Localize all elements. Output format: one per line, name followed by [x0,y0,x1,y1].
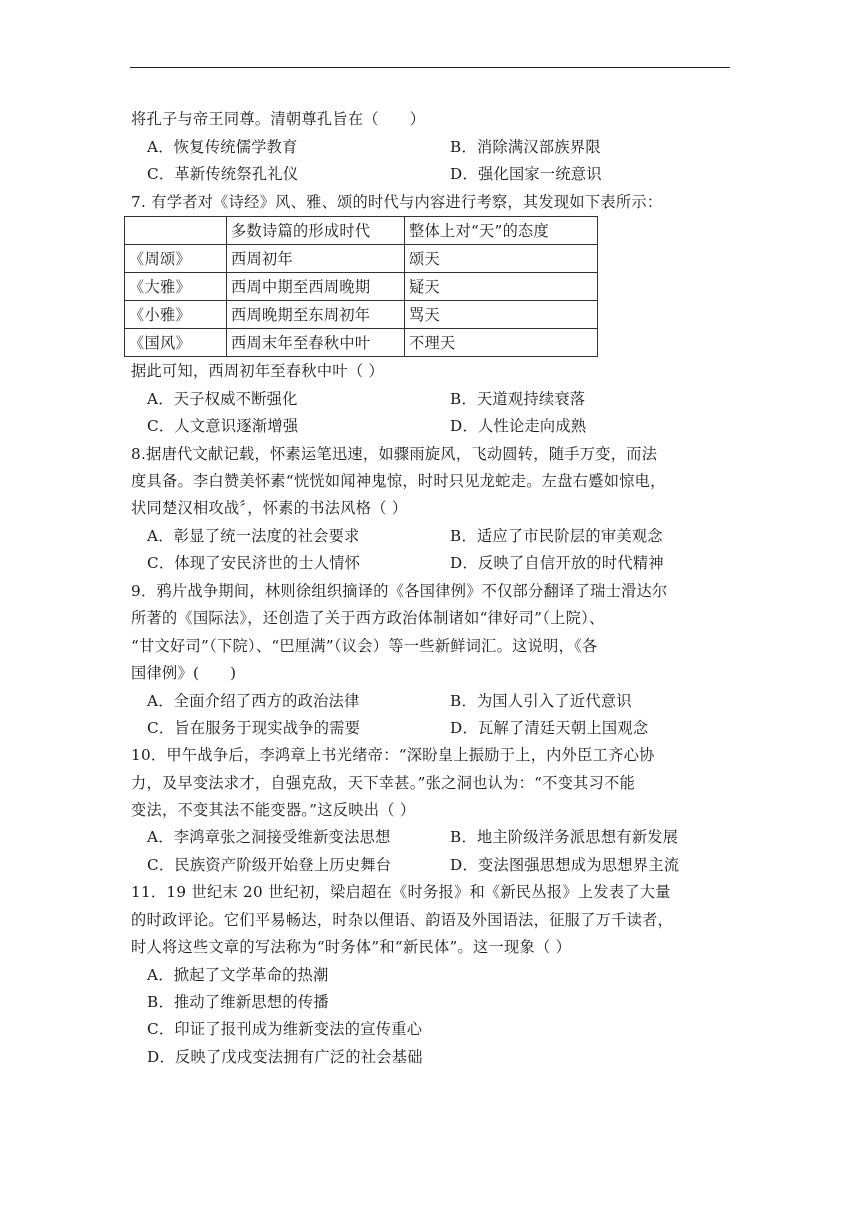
table-cell: 西周晚期至东周初年 [227,301,405,329]
q10-option-c: C．民族资产阶级开始登上历史舞台 [147,856,392,874]
table-header-cell: 多数诗篇的形成时代 [227,217,405,245]
q10-stem-line: 力，及早变法求才，自强克敌，天下幸甚。”张之洞也认为：“不变其习不能 [131,774,636,792]
table-row [125,301,598,329]
q11-option-c: C．印证了报刊成为维新变法的宣传重心 [147,1020,423,1038]
q8-stem-line: 度具备。李白赞美怀素“恍恍如闻神鬼惊，时时只见龙蛇走。左盘右蹙如惊电， [131,472,666,490]
q11-stem-line: 的时政评论。它们平易畅达，时杂以俚语、韵语及外国语法，征服了万千读者， [131,911,674,929]
q7-question: 据此可知，西周初年至春秋中叶（ ） [131,362,384,380]
q9-stem-line: 国律例》( ) [131,664,237,682]
table-cell: 骂天 [405,301,598,329]
q9-stem-line: 所著的《国际法》，还创造了关于西方政治体制诸如“律好司”（上院）、 [131,609,605,627]
table-cell: 不理天 [405,329,598,357]
q7-stem: 7. 有学者对《诗经》风、雅、颂的时代与内容进行考察，其发现如下表所示： [131,193,663,211]
q8-stem-line: 状同楚汉相攻战〞，怀素的书法风格（ ） [131,499,408,517]
table-cell: 《大雅》 [125,273,227,301]
q7-option-b: B．天道观持续衰落 [450,390,586,408]
q11-option-b: B．推动了维新思想的传播 [147,993,329,1011]
table-header-cell [125,217,227,245]
table-header-row [125,217,598,245]
table-row [125,329,598,357]
q6-option-a: A．恢复传统儒学教育 [147,138,298,156]
q8-option-b: B．适应了市民阶层的审美观念 [450,527,663,545]
q9-option-c: C．旨在服务于现实战争的需要 [147,719,361,737]
q7-option-d: D．人性论走向成熟 [450,417,587,435]
q9-option-a: A．全面介绍了西方的政治法律 [147,692,360,710]
q11-stem-line: 11．19 世纪末 20 世纪初，梁启超在《时务报》和《新民丛报》上发表了大量 [131,883,671,901]
q9-option-b: B．为国人引入了近代意识 [450,692,632,710]
q10-option-a: A．李鸿章张之洞接受维新变法思想 [147,828,391,846]
q6-option-b: B．消除满汉部族界限 [450,138,601,156]
table-cell: 《小雅》 [125,301,227,329]
table-header-cell: 整体上对“天”的态度 [405,217,598,245]
q11-option-a: A．掀起了文学革命的热潮 [147,966,329,984]
table-row [125,273,598,301]
q8-stem-line: 8.据唐代文献记载，怀素运笔迅速，如骤雨旋风，飞动圆转，随手万变，而法 [131,445,658,463]
header-rule [130,67,730,68]
q8-option-a: A．彰显了统一法度的社会要求 [147,527,360,545]
q6-option-d: D．强化国家一统意识 [450,165,602,183]
q10-option-b: B．地主阶级洋务派思想有新发展 [450,828,679,846]
q11-option-d: D．反映了戊戌变法拥有广泛的社会基础 [147,1048,423,1066]
q11-stem-line: 时人将这些文章的写法称为“时务体”和“新民体”。这一现象（ ） [131,938,572,956]
q6-option-c: C．革新传统祭孔礼仪 [147,165,299,183]
q8-option-c: C．体现了安民济世的士人情怀 [147,554,361,572]
q10-stem-line: 变法，不变其法不能变器。”这反映出（ ） [131,801,416,819]
q7-option-c: C．人文意识逐渐增强 [147,417,299,435]
table-cell: 疑天 [405,273,598,301]
q7-option-a: A．天子权威不断强化 [147,390,298,408]
q9-stem-line: 9．鸦片战争期间，林则徐组织摘译的《各国律例》不仅部分翻译了瑞士滑达尔 [131,582,668,600]
table-cell: 《周颂》 [125,245,227,273]
q10-stem-line: 10．甲午战争后，李鸿章上书光绪帝：“深盼皇上振励于上，内外臣工齐心协 [131,746,655,764]
q7-table [124,216,598,357]
table-cell: 西周中期至西周晚期 [227,273,405,301]
q9-stem-line: “甘文好司”（下院）、“巴厘满”（议会）等一些新鲜词汇。这说明，《各 [131,637,598,655]
table-cell: 西周末年至春秋中叶 [227,329,405,357]
table-cell: 西周初年 [227,245,405,273]
table-row [125,245,598,273]
q10-option-d: D．变法图强思想成为思想界主流 [450,856,680,874]
q8-option-d: D．反映了自信开放的时代精神 [450,554,664,572]
q6-stem-tail: 将孔子与帝王同尊。清朝尊孔旨在（ ） [131,110,426,128]
table-cell: 《国风》 [125,329,227,357]
table-cell: 颂天 [405,245,598,273]
q9-option-d: D．瓦解了清廷天朝上国观念 [450,719,649,737]
